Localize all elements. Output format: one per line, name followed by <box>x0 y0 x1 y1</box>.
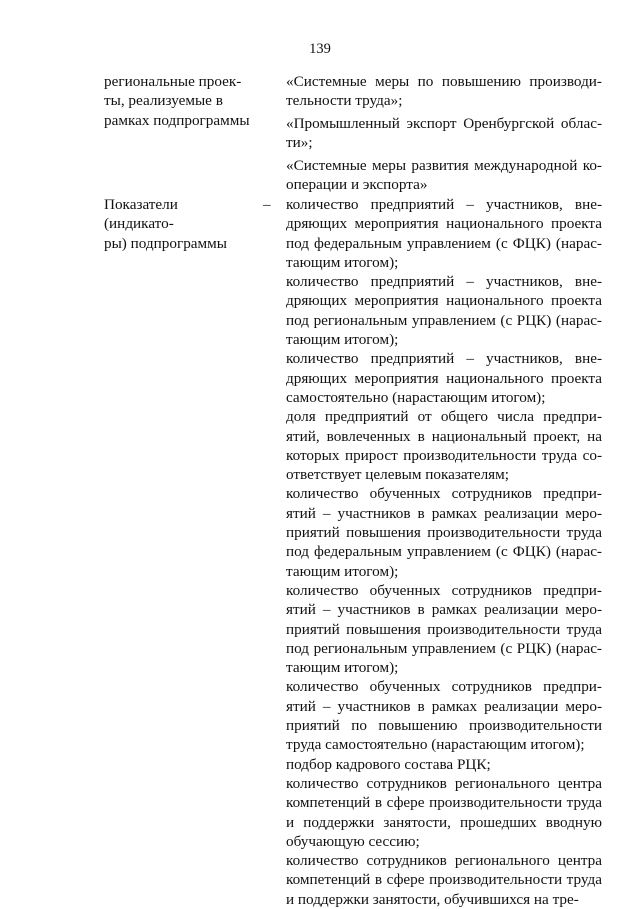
text-line: количество сотрудников регионального центра <box>286 774 602 792</box>
text-line: количество предприятий – участников, вне- <box>286 273 602 291</box>
text-line: компетенций в сфере производительности труда <box>286 794 602 812</box>
list-item <box>286 195 602 272</box>
text-line: ятий – участников в рамках реализации меро- <box>286 601 602 619</box>
text-line: под федеральным управлением (с ФЦК) (нарас- <box>286 234 602 252</box>
list-item <box>286 156 602 195</box>
text-line: под региональным управлением (с РЦК) (нарас- <box>286 311 602 329</box>
list-item <box>286 677 602 754</box>
text-line: обучающую сессию; <box>286 832 420 850</box>
text-line: тающим итогом); <box>286 331 399 349</box>
text-line: количество обученных сотрудников предпри- <box>286 678 602 696</box>
text-line: под региональным управлением (с РЦК) (нарас- <box>286 639 602 657</box>
text-line: которых прирост производительности труда со- <box>286 446 602 464</box>
text-line: приятий по повышению производительности <box>286 717 602 735</box>
text-line: дряющих мероприятия национального проекта <box>286 215 602 233</box>
text-line: операции и экспорта» <box>286 176 428 194</box>
text-line: подбор кадрового состава РЦК; <box>286 755 491 773</box>
text-line: ры) подпрограммы <box>104 234 227 252</box>
text-line: ты, реализуемые в <box>104 92 223 110</box>
text-line: «Промышленный экспорт Оренбургской облас- <box>286 114 602 132</box>
row-content <box>286 72 602 198</box>
text-line: дряющих мероприятия национального проекта <box>286 369 602 387</box>
text-line: доля предприятий от общего числа предпри- <box>286 408 602 426</box>
text-line: количество предприятий – участников, вне- <box>286 196 602 213</box>
text-line: ятий, вовлеченных в национальный проект, на <box>286 427 602 445</box>
row-content <box>286 195 602 909</box>
text-line: ятий – участников в рамках реализации меро- <box>286 697 602 715</box>
text-line: под федеральным управлением (с ФЦК) (нарас- <box>286 543 602 561</box>
text-line: ти»; <box>286 134 313 152</box>
text-line: количество обученных сотрудников предпри- <box>286 581 602 599</box>
list-item <box>286 755 602 774</box>
row-label <box>104 72 250 130</box>
list-item <box>286 72 602 111</box>
text-line: ятий – участников в рамках реализации меро- <box>286 504 602 522</box>
list-item <box>286 774 602 851</box>
page-number: 139 <box>309 41 331 57</box>
text-line: компетенций в сфере производительности труда <box>286 871 602 889</box>
text-line: рамках подпрограммы <box>104 111 250 129</box>
list-item <box>286 851 602 909</box>
text-line: региональные проек- <box>104 73 242 90</box>
row-label <box>104 195 250 253</box>
text-line: труда самостоятельно (нарастающим итогом); <box>286 736 585 754</box>
text-line: «Системные меры развития международной ко- <box>286 156 602 174</box>
text-line: «Системные меры по повышению производи- <box>286 73 602 90</box>
text-line: дряющих мероприятия национального проекта <box>286 292 602 310</box>
list-item <box>286 114 602 153</box>
text-line: количество сотрудников регионального центра <box>286 852 602 870</box>
text-line: тающим итогом); <box>286 253 399 271</box>
text-line: количество предприятий – участников, вне- <box>286 350 602 368</box>
text-line: самостоятельно (нарастающим итогом); <box>286 388 546 406</box>
list-item <box>286 272 602 349</box>
text-line: приятий повышения производительности труда <box>286 620 602 638</box>
text-line: и поддержки занятости, обучившихся на тре- <box>286 890 579 908</box>
list-item <box>286 407 602 484</box>
text-line: количество обученных сотрудников предпри- <box>286 485 602 503</box>
text-line: и поддержки занятости, прошедших вводную <box>286 813 602 831</box>
text-line: ответствует целевым показателям; <box>286 466 509 484</box>
list-item <box>286 484 602 580</box>
text-line: тельности труда»; <box>286 92 403 110</box>
text-line: Показатели (индикато- <box>104 196 178 233</box>
text-line: тающим итогом); <box>286 562 399 580</box>
list-item <box>286 349 602 407</box>
text-line: приятий повышения производительности труда <box>286 524 602 542</box>
list-item <box>286 581 602 677</box>
row-dash: – <box>263 196 271 213</box>
text-line: тающим итогом); <box>286 659 399 677</box>
